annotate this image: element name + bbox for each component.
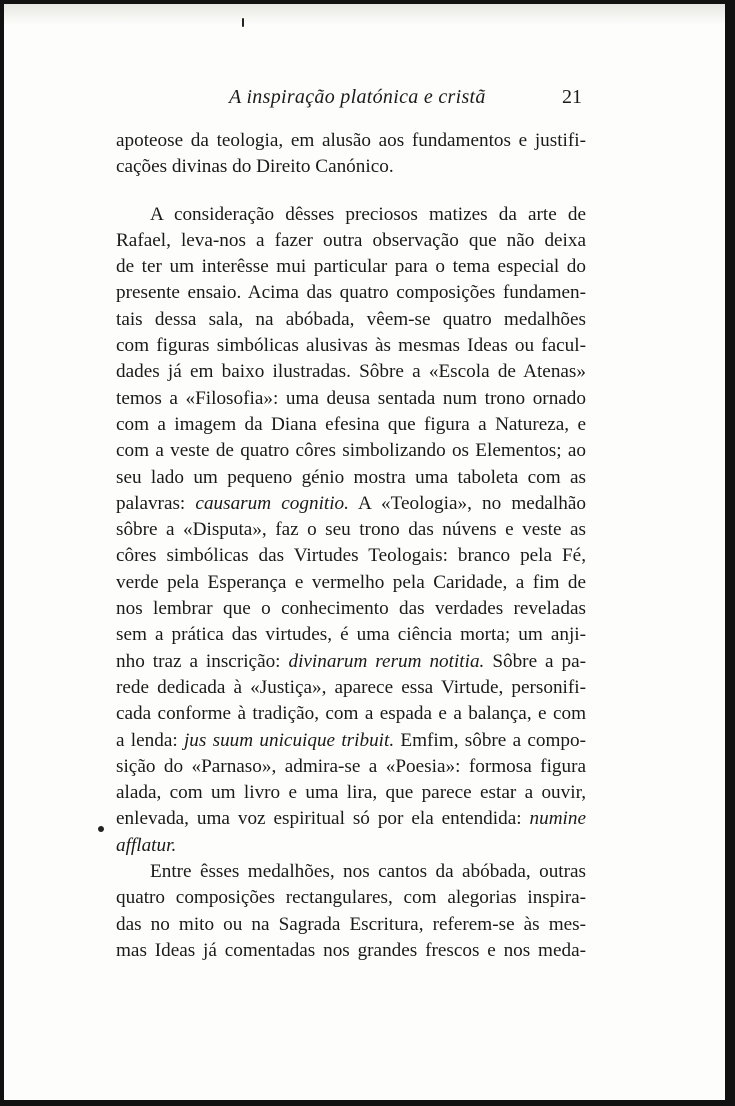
text-line: côres simbólicas das Virtudes Teologais: branco pela Fé, xyxy=(116,545,586,567)
text-line xyxy=(116,649,586,675)
text-line: cações divinas do Direito Canónico. xyxy=(116,156,394,178)
text-line: de ter um interêsse mui particular para o tema especial do xyxy=(116,256,586,278)
text-line: temos a «Filosofia»: uma deusa sentada num trono ornado xyxy=(116,387,586,409)
text-line: presente ensaio. Acima das quatro composições fundamen- xyxy=(116,282,586,304)
latin-phrase: numine xyxy=(529,808,586,830)
text-run: palavras: xyxy=(116,492,196,514)
latin-phrase: afflatur. xyxy=(116,834,177,856)
running-title: A inspiração platónica e cristã xyxy=(229,86,486,108)
text-line: verde pela Esperança e vermelho pela Caridade, a fim de xyxy=(116,571,586,593)
text-line: alada, com um livro e uma lira, que parece estar a ouvir, xyxy=(116,782,586,804)
text-line: com a veste de quatro côres simbolizando os Elementos; ao xyxy=(116,440,586,462)
text-line: com a imagem da Diana efesina que figura a Natureza, e xyxy=(116,413,586,435)
text-line: apoteose da teologia, em alusão aos fundamentos e justifi- xyxy=(116,130,586,151)
text-line: das no mito ou na Sagrada Escritura, referem-se às mes- xyxy=(116,913,586,935)
paragraph-3 xyxy=(116,859,586,964)
text-line: com figuras simbólicas alusivas às mesmas Ideas ou facul- xyxy=(116,335,586,357)
paragraph-1 xyxy=(116,128,586,181)
text-line: dades já em baixo ilustradas. Sôbre a «Escola de Atenas» xyxy=(116,361,586,383)
text-run: A «Teologia», no medalhão xyxy=(348,492,586,514)
text-line: mas Ideas já comentadas nos grandes frescos e nos meda- xyxy=(116,939,586,961)
latin-phrase: jus suum unicuique tribuit. xyxy=(183,729,395,751)
page-number: 21 xyxy=(562,86,582,108)
page-header xyxy=(0,86,735,110)
text-line: Rafael, leva-nos a fazer outra observação que não deixa xyxy=(116,229,586,251)
ink-speck xyxy=(98,826,104,832)
text-run: Sôbre a pa- xyxy=(484,650,586,672)
latin-phrase: divinarum rerum notitia. xyxy=(288,650,485,672)
paragraph-gap xyxy=(116,181,586,202)
text-run: a lenda: xyxy=(116,729,184,751)
text-line: rede dedicada à «Justiça», aparece essa Virtude, personifi- xyxy=(116,676,586,698)
text-line: quatro composições rectangulares, com alegorias inspira- xyxy=(116,887,586,909)
scan-edge-border xyxy=(725,0,735,1106)
text-line xyxy=(116,833,586,859)
text-line: A consideração dêsses preciosos matizes da arte de xyxy=(150,203,586,225)
text-line: tais dessa sala, na abóbada, vêem-se quatro medalhões xyxy=(116,308,586,330)
latin-phrase: causarum cognitio. xyxy=(195,492,349,514)
text-line xyxy=(116,806,586,832)
ink-speck xyxy=(242,18,244,27)
text-line: sem a prática das virtudes, é uma ciência morta; um anji- xyxy=(116,624,586,646)
text-run: enlevada, uma voz espiritual só por ela entendida: xyxy=(116,808,530,830)
text-line: seu lado um pequeno génio mostra uma taboleta com as xyxy=(116,466,586,488)
text-line: nos lembrar que o conhecimento das verdades reveladas xyxy=(116,598,586,620)
paragraph-2 xyxy=(116,202,586,859)
body-text xyxy=(116,128,586,964)
text-line: cada conforme à tradição, com a espada e a balança, e com xyxy=(116,703,586,725)
text-run: nho traz a inscrição: xyxy=(116,650,289,672)
text-line xyxy=(116,491,586,517)
text-line: Entre êsses medalhões, nos cantos da abóbada, outras xyxy=(150,861,586,883)
text-line: sôbre a «Disputa», faz o seu trono das núvens e veste as xyxy=(116,519,586,541)
text-line xyxy=(116,728,586,754)
text-line: sição do «Parnaso», admira-se a «Poesia»: formosa figura xyxy=(116,755,586,777)
text-run: Emfim, sôbre a compo- xyxy=(394,729,586,751)
